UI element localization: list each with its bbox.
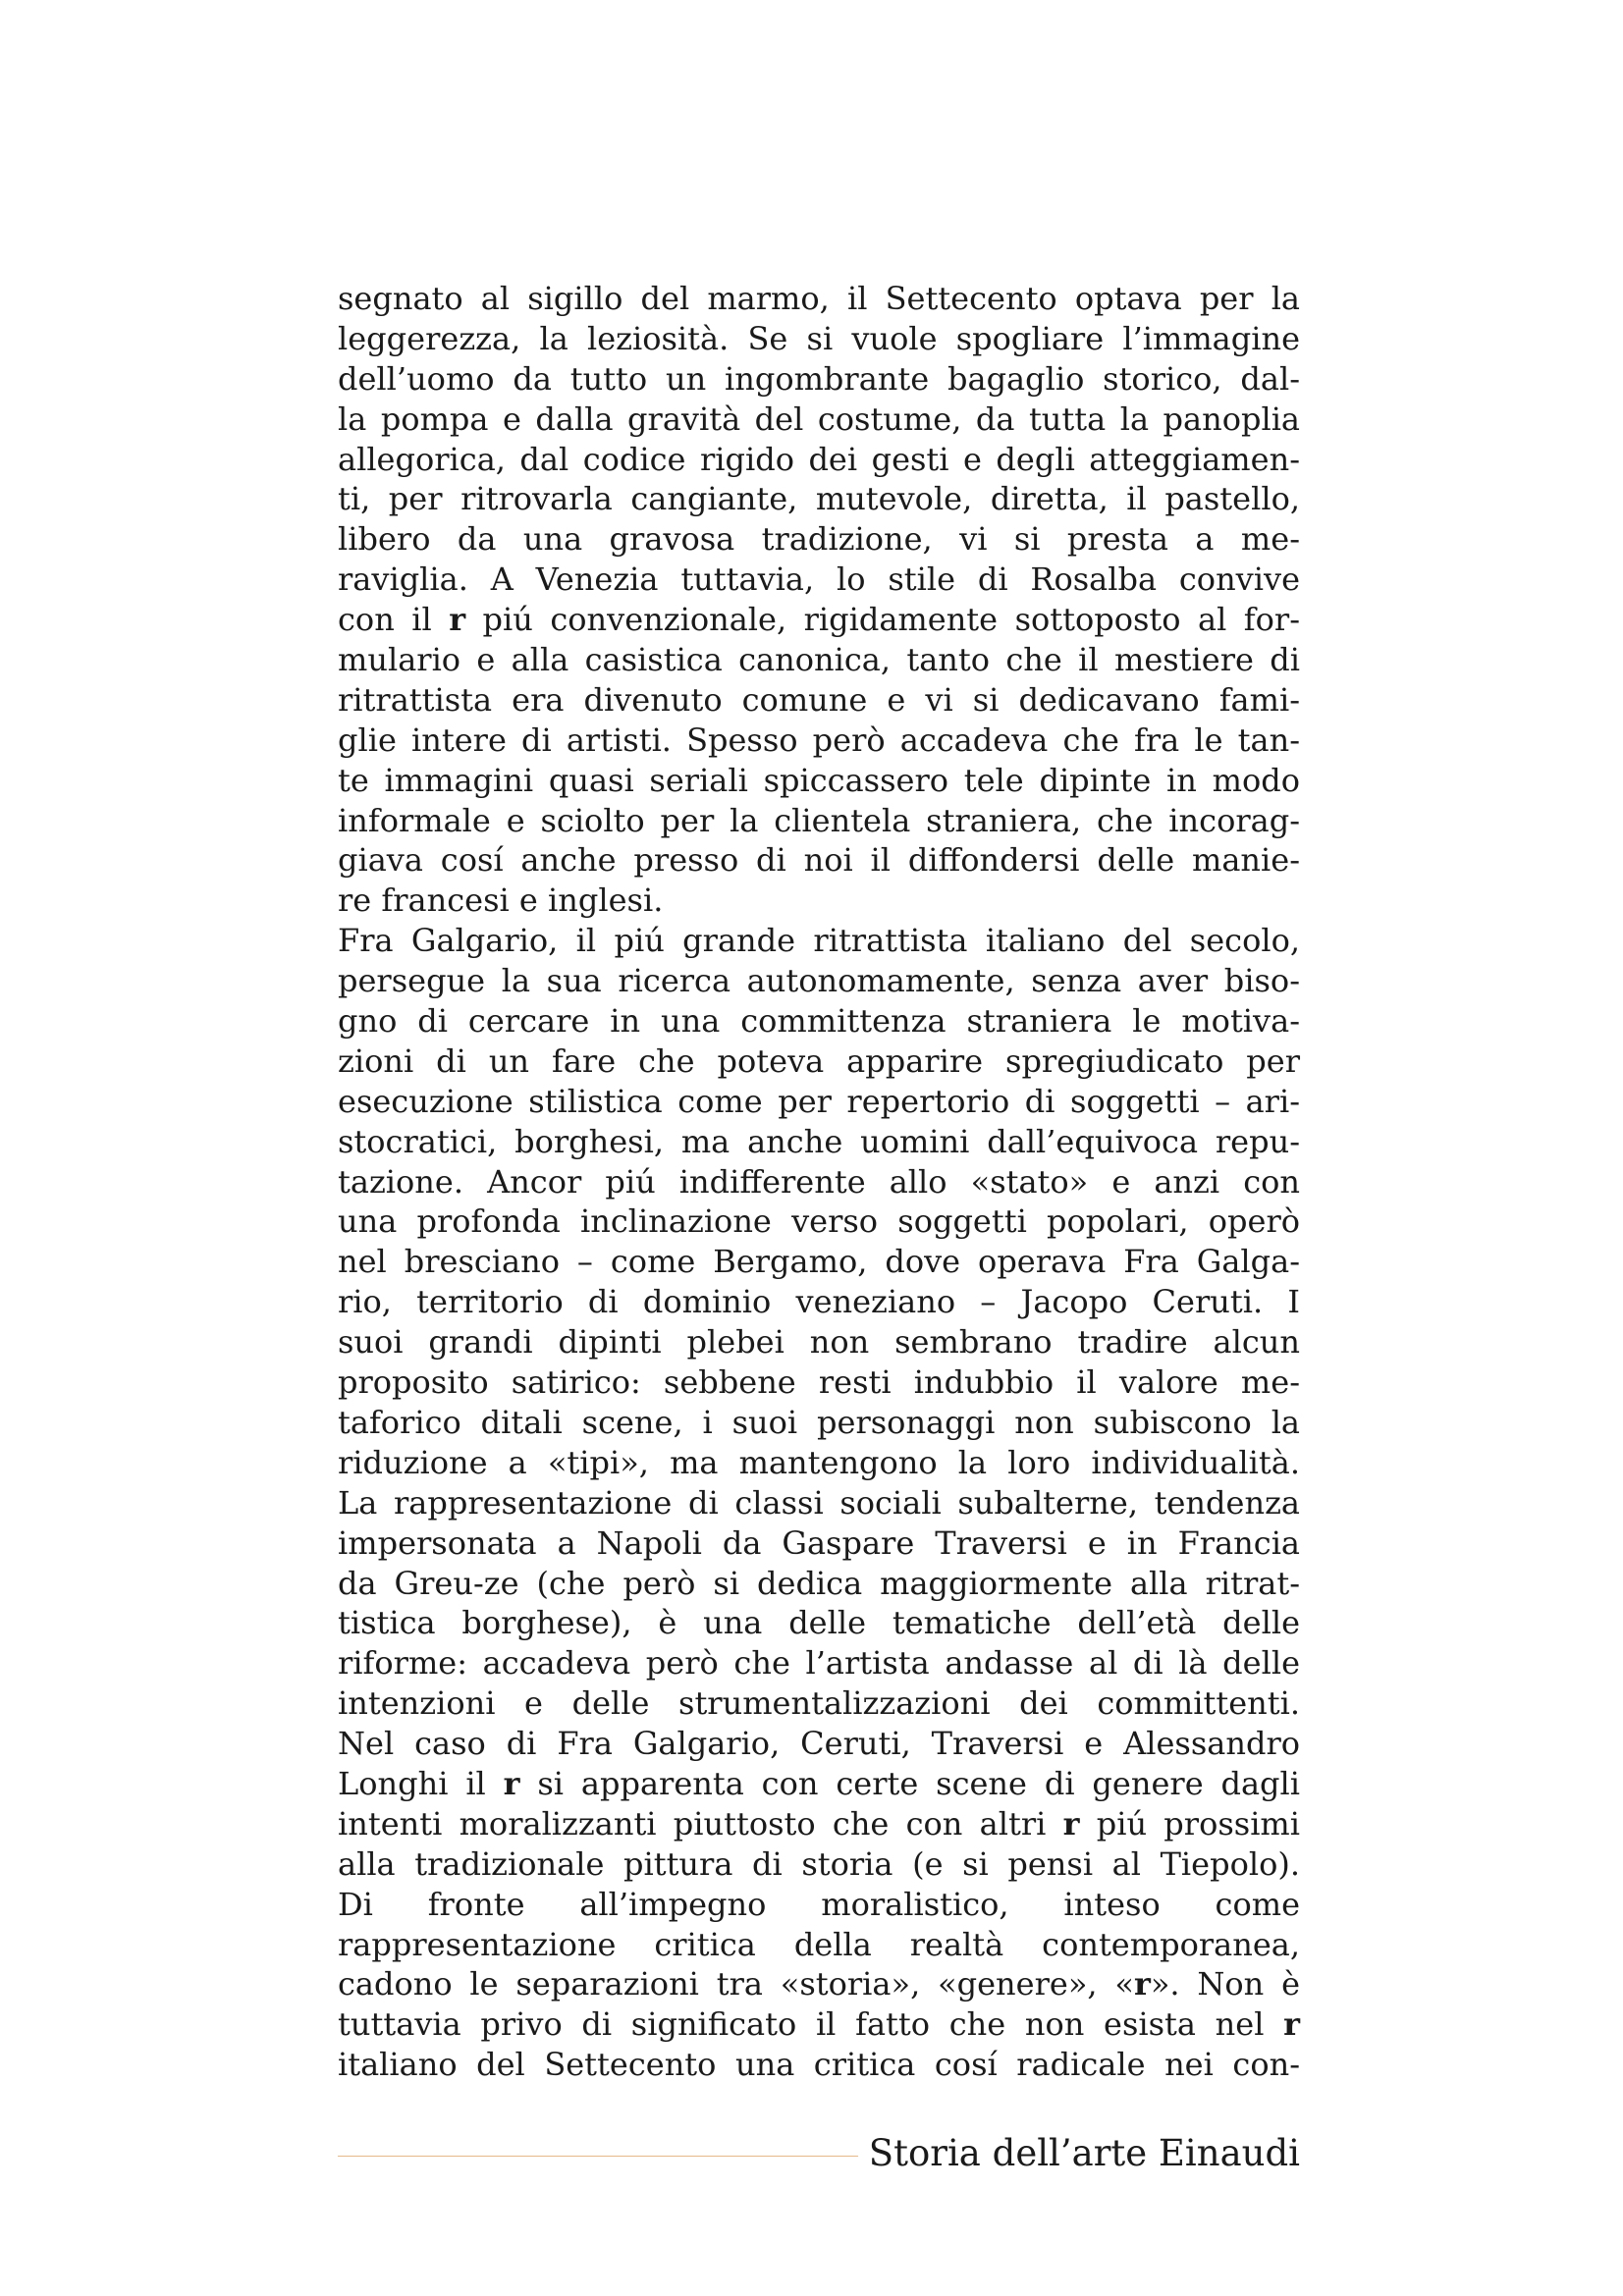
- text-segment: si apparenta con certe scene di genere dagli: [519, 1764, 1301, 1802]
- text-line: intenzioni e delle strumentalizzazioni dei committenti.: [338, 1684, 1300, 1723]
- text-line: tistica borghese), è una delle tematiche dell’età delle: [338, 1604, 1300, 1642]
- footer-rule: [338, 2156, 858, 2157]
- text-line: informale e sciolto per la clientela straniera, che incorag-: [338, 801, 1300, 839]
- text-line: una profonda inclinazione verso soggetti popolari, operò: [338, 1202, 1300, 1241]
- abbreviation-bold: r: [503, 1764, 520, 1802]
- text-line: mulario e alla casistica canonica, tanto che il mestiere di: [338, 641, 1300, 679]
- text-line: Fra Galgario, il piú grande ritrattista italiano del secolo,: [338, 922, 1300, 960]
- text-line: [338, 1764, 1300, 1804]
- text-line: stocratici, borghesi, ma anche uomini dall’equivoca repu-: [338, 1122, 1300, 1160]
- text-segment: con il: [338, 601, 450, 639]
- abbreviation-bold: r: [1062, 1804, 1080, 1842]
- text-segment: tuttavia privo di significato il fatto che non esista nel: [338, 2005, 1284, 2044]
- text-line: te immagini quasi seriali spiccassero tele dipinte in modo: [338, 761, 1300, 799]
- text-line: glie intere di artisti. Spesso però accadeva che fra le tan-: [338, 721, 1300, 759]
- abbreviation-bold: r: [449, 601, 466, 639]
- text-segment: Longhi il: [338, 1764, 504, 1802]
- text-line: rio, territorio di dominio veneziano – Jacopo Ceruti. I: [338, 1283, 1300, 1321]
- text-line: re francesi e inglesi.: [338, 881, 664, 920]
- text-line: riforme: accadeva però che l’artista andasse al di là delle: [338, 1644, 1300, 1682]
- text-line: raviglia. A Venezia tuttavia, lo stile di Rosalba convive: [338, 561, 1300, 599]
- text-line: alla tradizionale pittura di storia (e si pensi al Tiepolo).: [338, 1844, 1300, 1883]
- text-line: [338, 1964, 1300, 2004]
- text-segment: intenti moralizzanti piuttosto che con altri: [338, 1804, 1063, 1842]
- text-line: allegorica, dal codice rigido dei gesti e degli atteggiamen-: [338, 440, 1300, 478]
- text-line: la pompa e dalla gravità del costume, da tutta la panoplia: [338, 400, 1300, 438]
- text-line: La rappresentazione di classi sociali subalterne, tendenza: [338, 1483, 1300, 1522]
- page-footer: [338, 2130, 1300, 2179]
- text-line: giava cosí anche presso di noi il diffondersi delle manie-: [338, 841, 1300, 880]
- text-line: Di fronte all’impegno moralistico, inteso come: [338, 1885, 1300, 1923]
- text-line: proposito satirico: sebbene resti indubbio il valore me-: [338, 1363, 1300, 1402]
- text-line: impersonata a Napoli da Gaspare Traversi e in Francia: [338, 1523, 1300, 1562]
- text-line: italiano del Settecento una critica cosí radicale nei con-: [338, 2046, 1300, 2084]
- text-line: [338, 600, 1300, 640]
- text-segment: ». Non è: [1150, 1965, 1301, 2003]
- text-line: riduzione a «tipi», ma mantengono la loro individualità.: [338, 1443, 1300, 1481]
- text-line: leggerezza, la leziosità. Se si vuole spogliare l’immagine: [338, 319, 1300, 357]
- body-text: [338, 279, 1300, 2085]
- text-line: nel bresciano – come Bergamo, dove operava Fra Galga-: [338, 1243, 1300, 1281]
- text-line: libero da una gravosa tradizione, vi si presta a me-: [338, 520, 1300, 559]
- text-line: zioni di un fare che poteva apparire spregiudicato per: [338, 1041, 1300, 1080]
- text-segment: cadono le separazioni tra «storia», «genere», «: [338, 1965, 1134, 2003]
- text-line: esecuzione stilistica come per repertorio di soggetti – ari-: [338, 1082, 1300, 1120]
- text-segment: piú convenzionale, rigidamente sottoposto al for-: [465, 601, 1301, 639]
- text-line: tazione. Ancor piú indifferente allo «stato» e anzi con: [338, 1162, 1300, 1201]
- text-line: da Greu-ze (che però si dedica maggiormente alla ritrat-: [338, 1564, 1300, 1602]
- text-line: persegue la sua ricerca autonomamente, senza aver biso-: [338, 962, 1300, 1000]
- text-line: gno di cercare in una committenza straniera le motiva-: [338, 1002, 1300, 1041]
- abbreviation-bold: r: [1283, 2005, 1300, 2044]
- text-line: dell’uomo da tutto un ingombrante bagaglio storico, dal-: [338, 359, 1300, 398]
- text-line: ti, per ritrovarla cangiante, mutevole, diretta, il pastello,: [338, 480, 1300, 518]
- text-segment: piú prossimi: [1079, 1804, 1301, 1842]
- text-line: [338, 1804, 1300, 1844]
- text-line: ritrattista era divenuto comune e vi si dedicavano fami-: [338, 680, 1300, 719]
- text-line: suoi grandi dipinti plebei non sembrano tradire alcun: [338, 1323, 1300, 1362]
- footer-title: Storia dell’arte Einaudi: [868, 2132, 1300, 2174]
- text-line: Nel caso di Fra Galgario, Ceruti, Traversi e Alessandro: [338, 1725, 1300, 1763]
- text-line: rappresentazione critica della realtà contemporanea,: [338, 1925, 1300, 1963]
- text-line: segnato al sigillo del marmo, il Settecento optava per la: [338, 280, 1300, 317]
- text-line: taforico ditali scene, i suoi personaggi non subiscono la: [338, 1403, 1300, 1441]
- abbreviation-bold: r: [1133, 1965, 1151, 2003]
- text-line: [338, 2004, 1300, 2045]
